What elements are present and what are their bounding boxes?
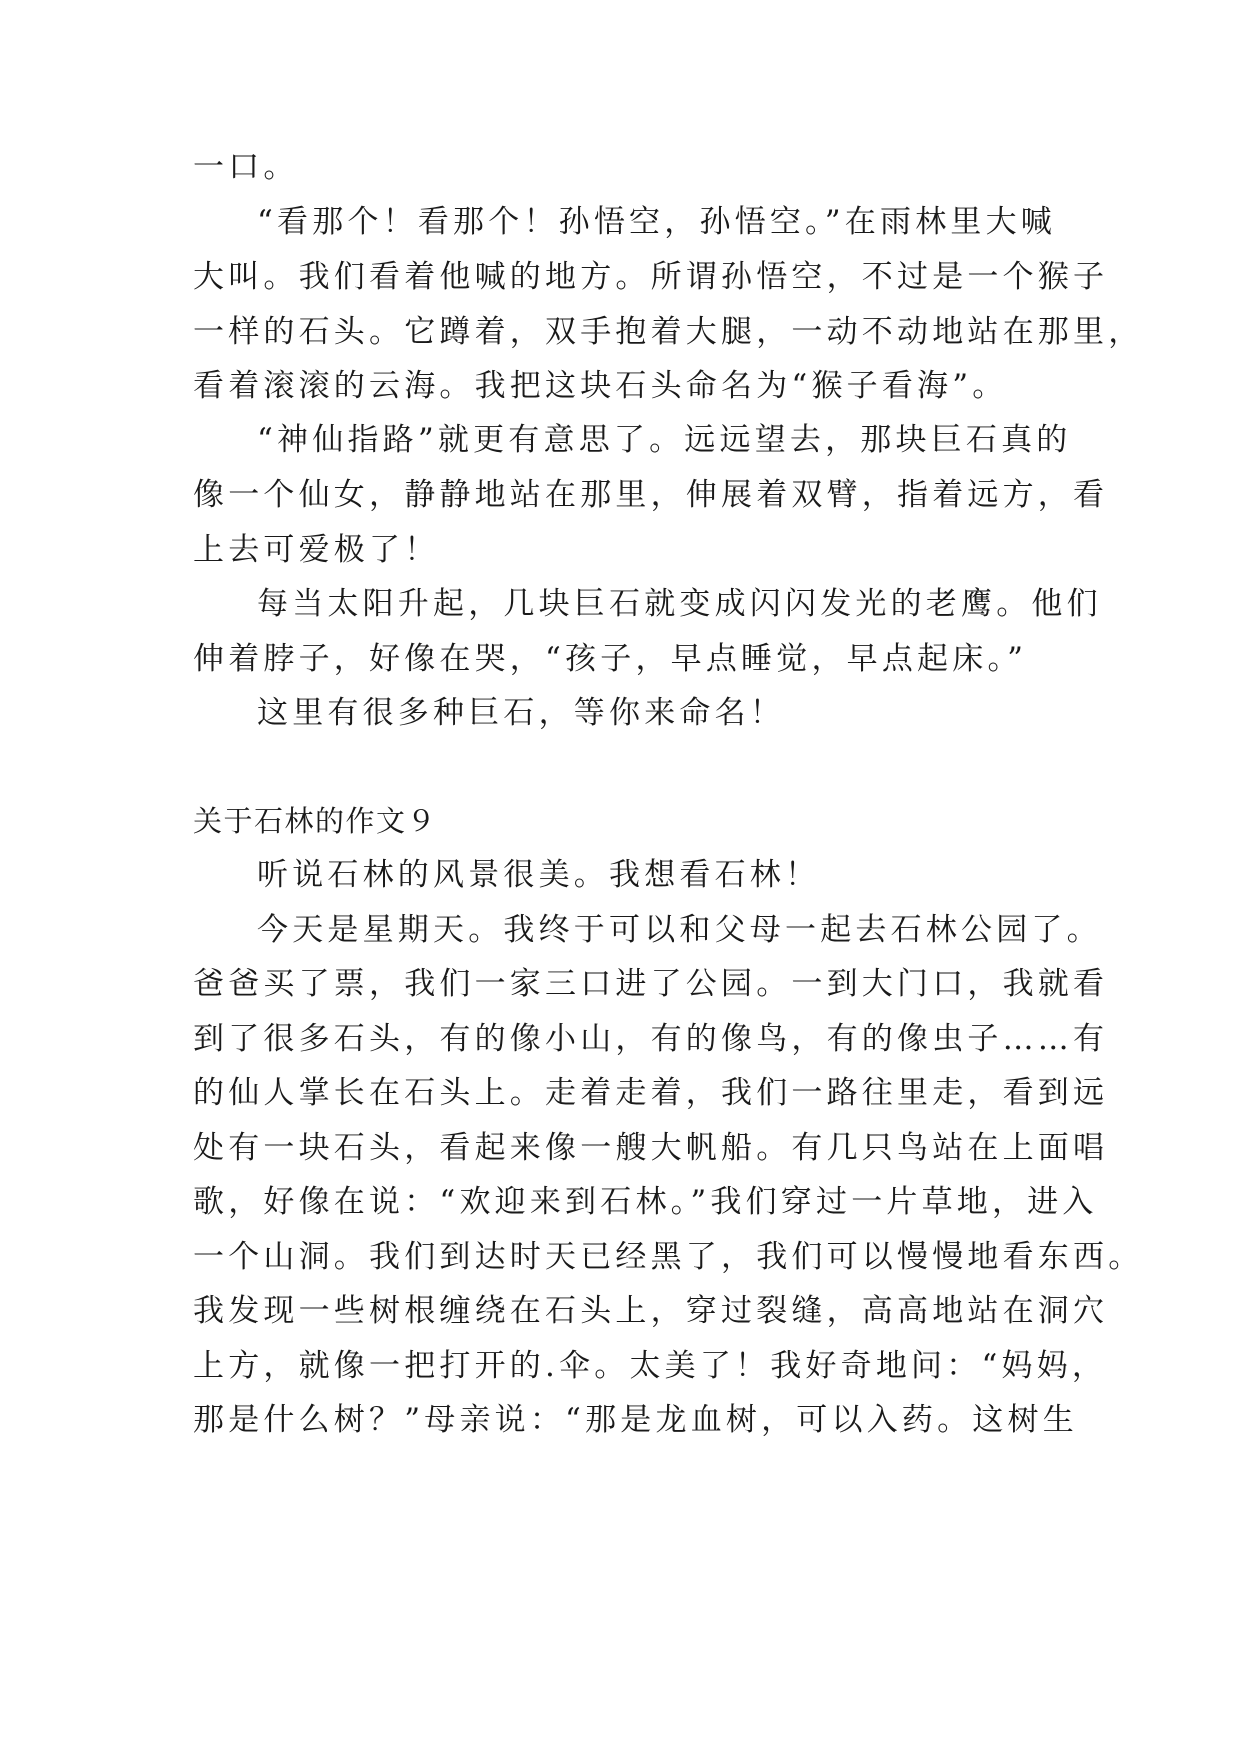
paragraph-first-line: 听说石林的风景很美。我想看石林！ xyxy=(257,857,821,893)
paragraph-first-line: 这里有很多种巨石，等你来命名！ xyxy=(257,695,785,731)
text-line: 爸爸买了票，我们一家三口进了公园。一到大门口，我就看 xyxy=(193,966,1109,1002)
text-line: 上方，就像一把打开的.伞。太美了！我好奇地问：“妈妈， xyxy=(193,1348,1108,1384)
text-line: 那是什么树？”母亲说：“那是龙血树，可以入药。这树生 xyxy=(193,1402,1078,1438)
paragraph-first-line: “看那个！看那个！孙悟空，孙悟空。”在雨林里大喊 xyxy=(257,204,1056,240)
text-line: 一个山洞。我们到达时天已经黑了，我们可以慢慢地看东西。 xyxy=(193,1239,1144,1275)
text-line: 处有一块石头，看起来像一艘大帆船。有几只鸟站在上面唱 xyxy=(193,1130,1109,1166)
text-line: 像一个仙女，静静地站在那里，伸展着双臂，指着远方，看 xyxy=(193,477,1109,513)
paragraph-first-line: 今天是星期天。我终于可以和父母一起去石林公园了。 xyxy=(257,912,1102,948)
text-line: 歌，好像在说：“欢迎来到石林。”我们穿过一片草地，进入 xyxy=(193,1184,1098,1220)
text-line: 我发现一些树根缠绕在石头上，穿过裂缝，高高地站在洞穴 xyxy=(193,1293,1109,1329)
text-line: 的仙人掌长在石头上。走着走着，我们一路往里走，看到远 xyxy=(193,1075,1109,1111)
paragraph-first-line: “神仙指路”就更有意思了。远远望去，那块巨石真的 xyxy=(257,422,1072,458)
paragraph-first-line: 每当太阳升起，几块巨石就变成闪闪发光的老鹰。他们 xyxy=(257,586,1102,622)
section-heading: 关于石林的作文９ xyxy=(193,804,438,838)
text-line: 伸着脖子，好像在哭，“孩子，早点睡觉，早点起床。” xyxy=(193,641,1028,677)
text-line: 一口。 xyxy=(193,149,299,185)
text-line: 大叫。我们看着他喊的地方。所谓孙悟空，不过是一个猴子 xyxy=(193,259,1109,295)
text-line: 到了很多石头，有的像小山，有的像鸟，有的像虫子……有 xyxy=(193,1021,1109,1057)
text-line: 一样的石头。它蹲着，双手抱着大腿，一动不动地站在那里， xyxy=(193,314,1144,350)
text-line: 上去可爱极了！ xyxy=(193,532,440,568)
text-line: 看着滚滚的云海。我把这块石头命名为“猴子看海”。 xyxy=(193,368,1008,404)
